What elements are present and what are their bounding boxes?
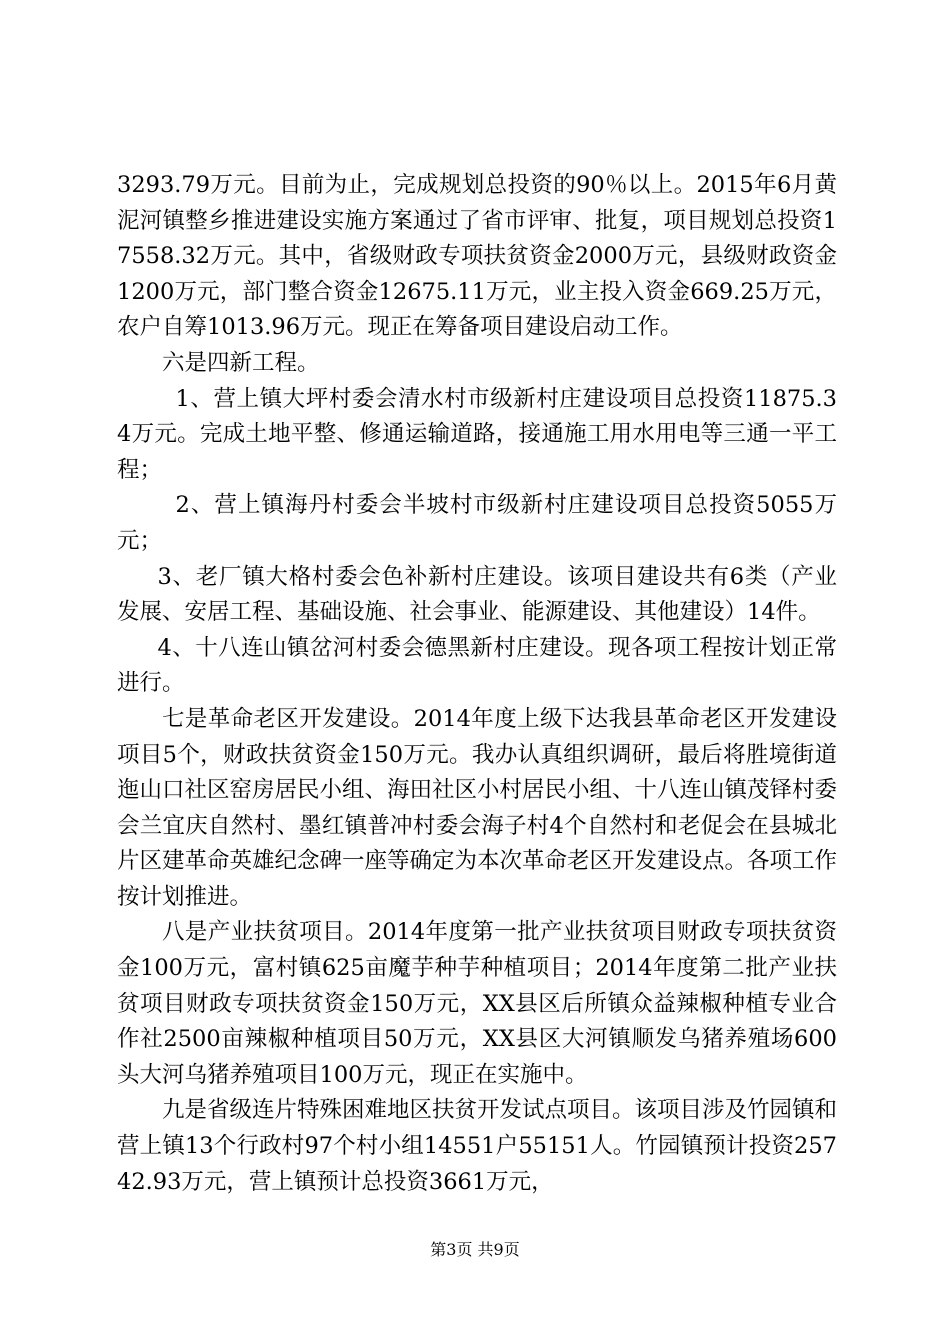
- paragraph-section-eight: 八是产业扶贫项目。2014年度第一批产业扶贫项目财政专项扶贫资金100万元，富村镇625亩魔芋种芋种植项目；2014年度第二批产业扶贫项目财政专项扶贫资金150万元，XX县区后所镇众益辣椒种植专业合作社2500亩辣椒种植项目50万元，XX县区大河镇顺发乌猪养殖场600头大河乌猪养殖项目100万元，现正在实施中。: [117, 919, 837, 1088]
- document-body: [117, 168, 837, 1200]
- page-number-label: 第3页 共9页: [430, 1240, 520, 1259]
- paragraph-section-six-item-2: 2、营上镇海丹村委会半坡村市级新村庄建设项目总投资5055万元；: [117, 492, 837, 554]
- paragraph-section-nine: 九是省级连片特殊困难地区扶贫开发试点项目。该项目涉及竹园镇和营上镇13个行政村97个村小组14551户55151人。竹园镇预计投资25742.93万元，营上镇预计总投资3661万元，: [117, 1097, 838, 1195]
- paragraph-section-six-item-4: 4、十八连山镇岔河村委会德黑新村庄建设。现各项工程按计划正常进行。: [117, 634, 837, 697]
- paragraph-intro-continuation: 3293.79万元。目前为止，完成规划总投资的90％以上。2015年6月黄泥河镇整乡推进建设实施方案通过了省市评审、批复，项目规划总投资17558.32万元。其中，省级财政专项扶贫资金2000万元，县级财政资金1200万元，部门整合资金12675.11万元，业主投入资金669.25万元，农户自筹1013.96万元。现正在筹备项目建设启动工作。: [117, 172, 837, 341]
- paragraph-section-six-item-1: 1、营上镇大坪村委会清水村市级新村庄建设项目总投资11875.34万元。完成土地平整、修通运输道路，接通施工用水用电等三通一平工程；: [117, 385, 837, 483]
- page-footer: [0, 1240, 950, 1260]
- paragraph-section-six-heading: 六是四新工程。: [162, 349, 320, 376]
- paragraph-section-six-item-3: 3、老厂镇大格村委会色补新村庄建设。该项目建设共有6类（产业发展、安居工程、基础设施、社会事业、能源建设、其他建设）14件。: [117, 563, 837, 626]
- paragraph-section-seven: 七是革命老区开发建设。2014年度上级下达我县革命老区开发建设项目5个，财政扶贫资金150万元。我办认真组织调研，最后将胜境街道迤山口社区窑房居民小组、海田社区小村居民小组、十八连山镇茂铎村委会兰宜庆自然村、墨红镇普冲村委会海子村4个自然村和老促会在县城北片区建革命英雄纪念碑一座等确定为本次革命老区开发建设点。各项工作按计划推进。: [117, 705, 838, 910]
